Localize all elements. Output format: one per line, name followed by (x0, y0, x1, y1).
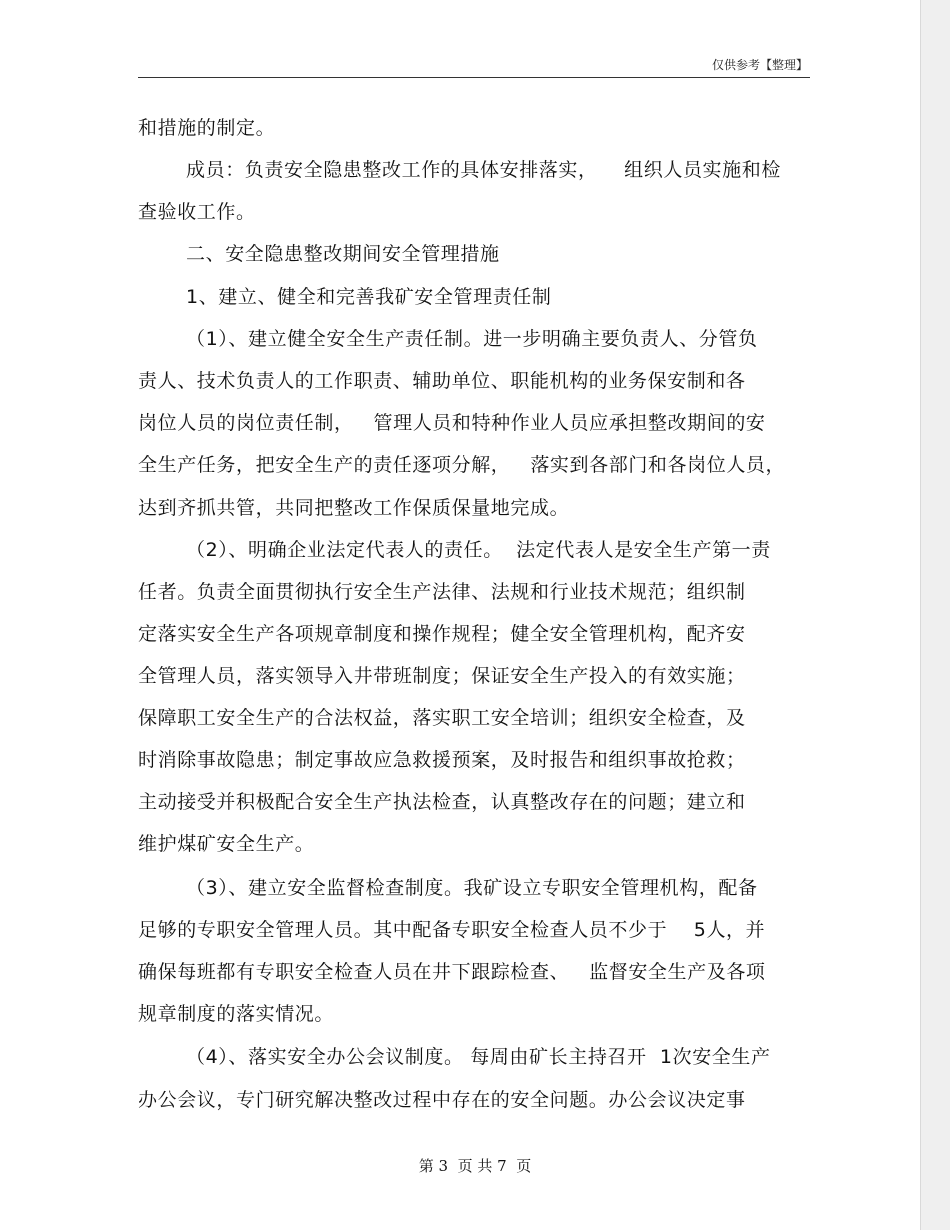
body-line: 全生产任务，把安全生产的责任逐项分解， 落实到各部门和各岗位人员， (138, 454, 786, 476)
body-line: 和措施的制定。 (138, 117, 276, 139)
header-note: 仅供参考【整理】 (711, 58, 808, 72)
subsection-heading: 1、建立、健全和完善我矿安全管理责任制 (186, 286, 552, 308)
body-line: 办公会议，专门研究解决整改过程中存在的安全问题。办公会议决定事 (138, 1089, 746, 1111)
body-line: 维护煤矿安全生产。 (138, 833, 315, 855)
body-line: （3）、建立安全监督检查制度。我矿设立专职安全管理机构，配备 (186, 877, 758, 899)
body-line: 确保每班都有专职安全检查人员在井下跟踪检查、 监督安全生产及各项 (138, 961, 766, 983)
body-line: 达到齐抓共管，共同把整改工作保质保量地完成。 (138, 497, 570, 519)
body-line: 责人、技术负责人的工作职责、辅助单位、职能机构的业务保安制和各 (138, 370, 746, 392)
section-heading: 二、安全隐患整改期间安全管理措施 (186, 243, 500, 265)
body-line: 保障职工安全生产的合法权益，落实职工安全培训；组织安全检查，及 (138, 707, 746, 729)
body-line: 足够的专职安全管理人员。其中配备专职安全检查人员不少于 5人，并 (138, 919, 766, 941)
body-line: （2）、明确企业法定代表人的责任。 法定代表人是安全生产第一责 (186, 539, 771, 561)
body-line: 定落实安全生产各项规章制度和操作规程；健全安全管理机构，配齐安 (138, 623, 746, 645)
body-line: 全管理人员，落实领导入井带班制度；保证安全生产投入的有效实施； (138, 665, 746, 687)
body-line: 成员：负责安全隐患整改工作的具体安排落实， 组织人员实施和检 (186, 159, 781, 181)
body-line: 规章制度的落实情况。 (138, 1003, 335, 1025)
body-line: 查验收工作。 (138, 201, 256, 223)
page-number: 第 3 页 共 7 页 (418, 1157, 532, 1175)
body-line: （4）、落实安全办公会议制度。 每周由矿长主持召开 1次安全生产 (186, 1046, 771, 1068)
body-line: 岗位人员的岗位责任制， 管理人员和特种作业人员应承担整改期间的安 (138, 412, 766, 434)
body-line: 时消除事故隐患；制定事故应急救援预案，及时报告和组织事故抢救； (138, 749, 746, 771)
body-line: 主动接受并积极配合安全生产执法检查，认真整改存在的问题；建立和 (138, 791, 746, 813)
header-rule (138, 77, 810, 78)
body-line: （1）、建立健全安全生产责任制。进一步明确主要负责人、分管负 (186, 328, 758, 350)
body-line: 任者。负责全面贯彻执行安全生产法律、法规和行业技术规范；组织制 (138, 581, 746, 603)
